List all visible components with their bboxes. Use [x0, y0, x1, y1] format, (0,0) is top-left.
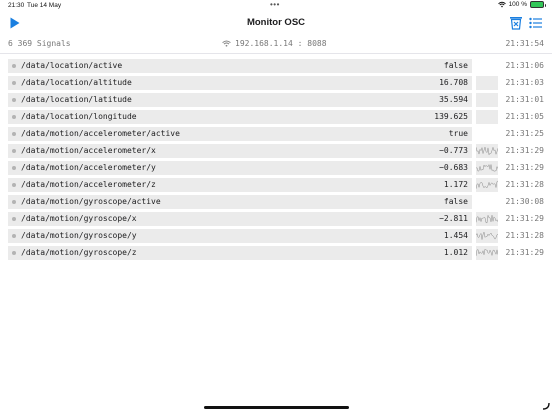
signal-value: 1.172 — [443, 180, 468, 189]
signal-value: false — [443, 61, 468, 70]
signal-value: 16.708 — [439, 78, 468, 87]
signal-time: 21:31:29 — [505, 146, 544, 155]
wifi-icon — [222, 40, 231, 47]
signal-path: /data/motion/gyroscope/x — [21, 214, 137, 223]
signal-list — [0, 58, 552, 262]
last-update-time: 21:31:54 — [505, 39, 544, 48]
list-view-button[interactable] — [529, 17, 542, 29]
signal-time: 21:31:03 — [505, 78, 544, 87]
signal-time: 21:31:29 — [505, 163, 544, 172]
sparkline-graph — [476, 144, 498, 158]
address-text: 192.168.1.14 : 8088 — [235, 39, 327, 48]
sparkline-graph — [476, 246, 498, 260]
multitasking-dots-icon[interactable]: ••• — [270, 0, 280, 9]
signal-row[interactable] — [0, 245, 552, 262]
signal-value: −2.811 — [439, 214, 468, 223]
divider — [0, 53, 552, 54]
signal-row[interactable] — [0, 211, 552, 228]
signal-path: /data/motion/accelerometer/x — [21, 146, 156, 155]
home-indicator[interactable] — [204, 406, 349, 409]
signal-time: 21:31:25 — [505, 129, 544, 138]
signal-row[interactable] — [0, 58, 552, 75]
signal-row[interactable] — [0, 177, 552, 194]
battery-icon — [530, 1, 544, 8]
sparkline-graph — [476, 76, 498, 90]
status-dot-icon — [12, 200, 16, 204]
signal-value: 1.012 — [443, 248, 468, 257]
status-dot-icon — [12, 251, 16, 255]
signal-row[interactable] — [0, 143, 552, 160]
status-dot-icon — [12, 217, 16, 221]
signal-time: 21:31:06 — [505, 61, 544, 70]
signal-row[interactable] — [0, 109, 552, 126]
status-dot-icon — [12, 234, 16, 238]
signal-time: 21:31:28 — [505, 180, 544, 189]
status-dot-icon — [12, 64, 16, 68]
signal-time: 21:31:01 — [505, 95, 544, 104]
sparkline-graph — [476, 161, 498, 175]
status-time: 21:30 — [8, 2, 25, 9]
signal-path: /data/motion/gyroscope/y — [21, 231, 137, 240]
signal-value: false — [443, 197, 468, 206]
signal-path: /data/motion/accelerometer/active — [21, 129, 180, 138]
status-bar — [0, 0, 552, 12]
signal-path: /data/location/active — [21, 61, 123, 70]
signal-row[interactable] — [0, 194, 552, 211]
signal-row[interactable] — [0, 126, 552, 143]
status-dot-icon — [12, 149, 16, 153]
status-dot-icon — [12, 132, 16, 136]
signal-path: /data/motion/accelerometer/y — [21, 163, 156, 172]
status-dot-icon — [12, 98, 16, 102]
navigation-bar — [0, 12, 552, 36]
signal-row[interactable] — [0, 160, 552, 177]
signal-value: true — [448, 129, 468, 138]
sparkline-graph — [476, 212, 498, 226]
signal-path: /data/motion/accelerometer/z — [21, 180, 156, 189]
clear-trash-button[interactable] — [509, 16, 523, 30]
signal-row[interactable] — [0, 75, 552, 92]
signal-path: /data/motion/gyroscope/z — [21, 248, 137, 257]
status-dot-icon — [12, 183, 16, 187]
signal-time: 21:31:05 — [505, 112, 544, 121]
status-dot-icon — [12, 81, 16, 85]
signal-path: /data/location/latitude — [21, 95, 132, 104]
resize-corner-icon — [542, 402, 550, 410]
signal-row[interactable] — [0, 92, 552, 109]
signal-time: 21:30:08 — [505, 197, 544, 206]
signal-value: 35.594 — [439, 95, 468, 104]
signal-path: /data/location/altitude — [21, 78, 132, 87]
signal-time: 21:31:28 — [505, 231, 544, 240]
signal-value: −0.773 — [439, 146, 468, 155]
battery-percent: 100 % — [508, 1, 527, 8]
page-title: Monitor OSC — [246, 17, 306, 28]
server-address — [222, 39, 327, 48]
signal-row[interactable] — [0, 228, 552, 245]
signal-path: /data/motion/gyroscope/active — [21, 197, 161, 206]
status-dot-icon — [12, 166, 16, 170]
wifi-icon — [498, 1, 506, 8]
signal-path: /data/location/longitude — [21, 112, 137, 121]
sparkline-graph — [476, 110, 498, 124]
signal-value: 1.454 — [443, 231, 468, 240]
sparkline-graph — [476, 229, 498, 243]
status-dot-icon — [12, 115, 16, 119]
signal-count: 6 369 Signals — [8, 39, 71, 48]
info-bar — [0, 36, 552, 52]
signal-value: −0.683 — [439, 163, 468, 172]
sparkline-graph — [476, 178, 498, 192]
status-right — [498, 1, 544, 8]
signal-value: 139.625 — [434, 112, 468, 121]
signal-time: 21:31:29 — [505, 248, 544, 257]
status-date: Tue 14 May — [27, 2, 62, 9]
signal-time: 21:31:29 — [505, 214, 544, 223]
sparkline-graph — [476, 93, 498, 107]
